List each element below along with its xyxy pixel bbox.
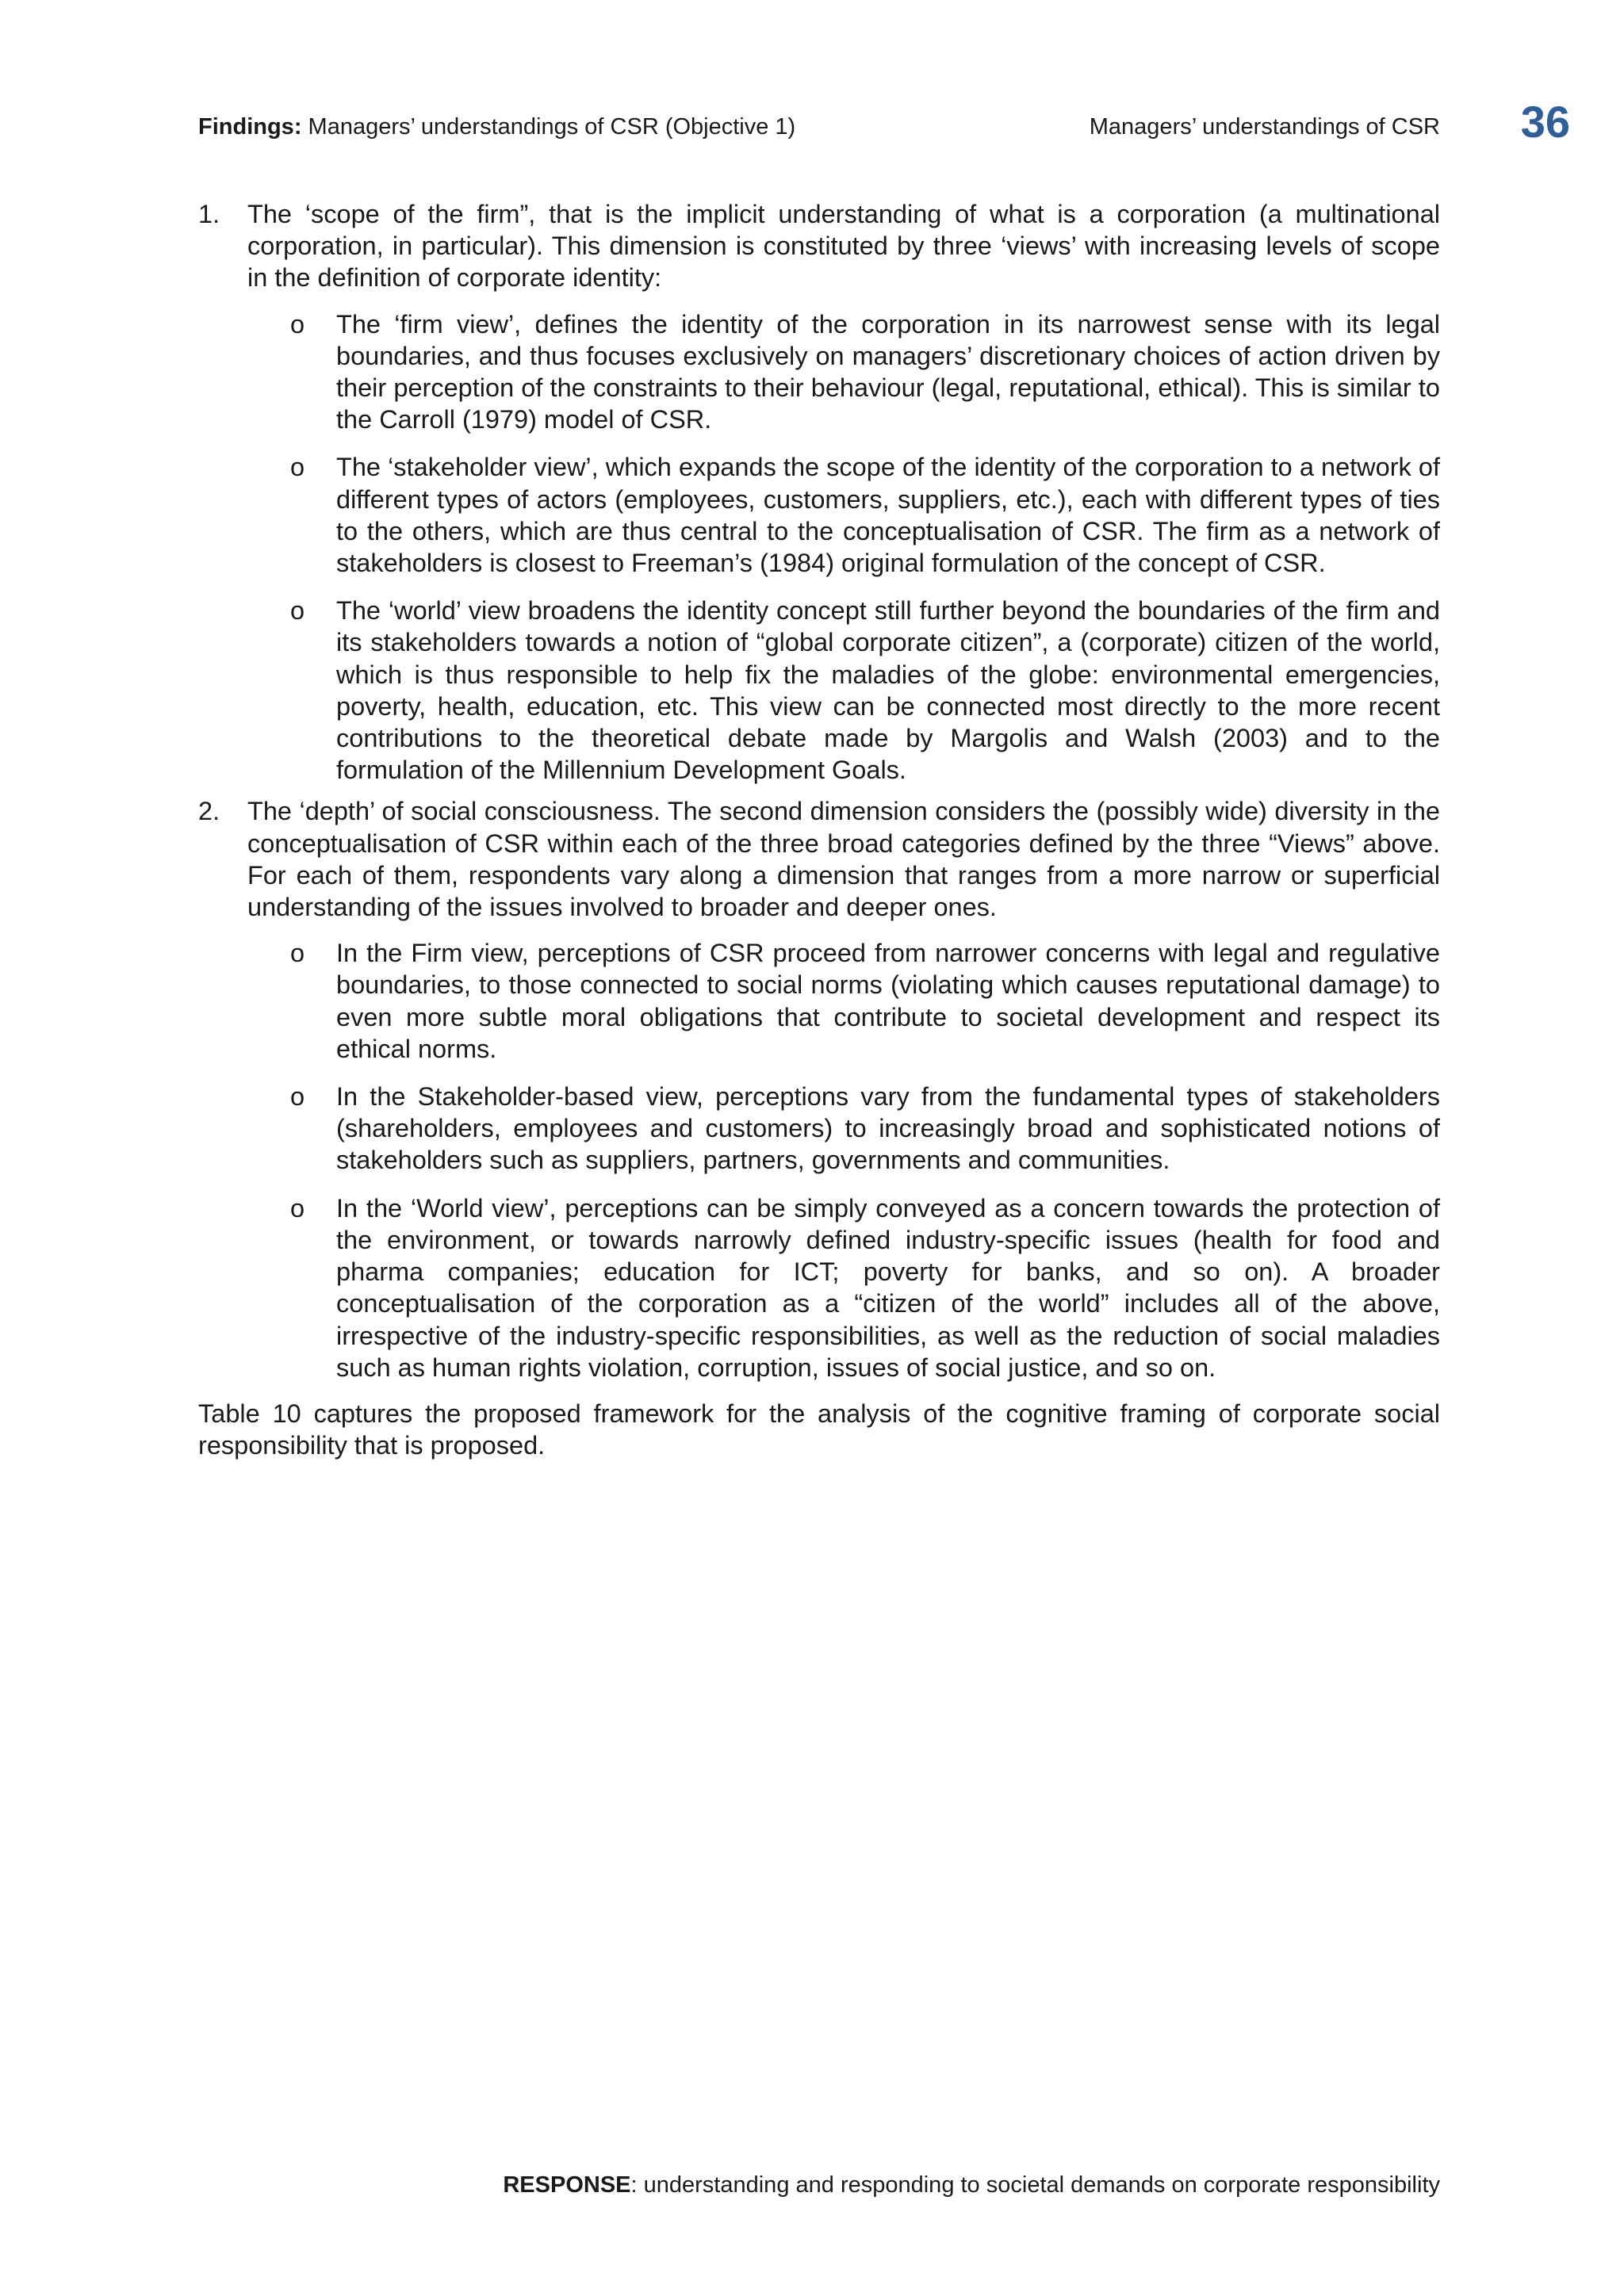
running-footer (198, 2171, 1440, 2199)
bullet-marker: o (290, 453, 305, 482)
sub-item-text: In the Stakeholder-based view, perceptions vary from the fundamental types of stakeholders (shareholders, employees and customers) to increasingly broad and sophisticated notions of stakeholders such as suppliers, partners, governments and communities. (336, 1082, 1440, 1175)
bullet-marker: o (290, 1082, 305, 1112)
sub-item-text: The ‘stakeholder view’, which expands the scope of the identity of the corporation to a network of different types of actors (employees, customers, suppliers, etc.), each with different types of ties to the others, which are thus central to the conceptualisation of CSR. The firm as a network of stakeholders is closest to Freeman’s (1984) original formulation of the concept of CSR. (336, 453, 1440, 578)
sub-item-firm-view (247, 308, 1440, 436)
numbered-item-scope (198, 198, 1440, 786)
closing-paragraph: Table 10 captures the proposed framework for the analysis of the cognitive framing of corporate social responsibility that is proposed. (198, 1399, 1440, 1460)
sub-item-stakeholder-view (247, 451, 1440, 579)
sub-item-text: In the Firm view, perceptions of CSR proceed from narrower concerns with legal and regulative boundaries, to those connected to social norms (violating which causes reputational damage) to even more subtle moral obligations that contribute to societal development and respect its ethical norms. (336, 939, 1440, 1063)
sub-item-stakeholder-depth (247, 1081, 1440, 1177)
item-number: 2. (198, 797, 220, 826)
sub-item-text: The ‘firm view’, defines the identity of the corporation in its narrowest sense with its legal boundaries, and thus focuses exclusively on managers’ discretionary choices of action driven by their perception of the constraints to their behaviour (legal, reputational, ethical). This is similar to the Carroll (1979) model of CSR. (336, 309, 1440, 434)
bullet-marker: o (290, 309, 305, 339)
sub-list-views (247, 308, 1440, 786)
footer-project-name: RESPONSE (503, 2172, 631, 2198)
sub-item-world-depth (247, 1192, 1440, 1383)
bullet-marker: o (290, 1193, 305, 1223)
header-section-title: Managers’ understandings of CSR (Objective 1) (301, 114, 796, 140)
item-text: The ‘scope of the firm”, that is the implicit understanding of what is a corporation (a multinational corporation, in particular). This dimension is constituted by three ‘views’ with increasing levels of scope in the definition of corporate identity: (247, 200, 1440, 293)
footer-project-description: : understanding and responding to societal demands on corporate responsibility (630, 2172, 1440, 2198)
item-text: The ‘depth’ of social consciousness. The second dimension considers the (possibly wide) diversity in the conceptualisation of CSR within each of the three broad categories defined by the three “Views” above. For each of them, respondents vary along a dimension that ranges from a more narrow or superficial understanding of the issues involved to broader and deeper ones. (247, 797, 1440, 922)
running-header-left (198, 113, 795, 141)
numbered-item-depth (198, 795, 1440, 1383)
bullet-marker: o (290, 939, 305, 968)
main-content (198, 198, 1440, 1487)
running-header-right: Managers’ understandings of CSR (1089, 114, 1440, 140)
sub-item-text: The ‘world’ view broadens the identity concept still further beyond the boundaries of the firm and its stakeholders towards a notion of “global corporate citizen”, a (corporate) citizen of the world, which is thus responsible to help fix the maladies of the globe: environmental emergencies, poverty, health, education, etc. This view can be connected most directly to the more recent contributions to the theoretical debate made by Margolis and Walsh (2003) and to the formulation of the Millennium Development Goals. (336, 596, 1440, 785)
bullet-marker: o (290, 596, 305, 626)
page-number: 36 (1520, 97, 1570, 147)
sub-list-depth (247, 937, 1440, 1383)
item-number: 1. (198, 200, 220, 228)
sub-item-firm-depth (247, 937, 1440, 1065)
sub-item-text: In the ‘World view’, perceptions can be simply conveyed as a concern towards the protection of the environment, or towards narrowly defined industry-specific issues (health for food and pharma companies; education for ICT; poverty for banks, and so on). A broader conceptualisation of the corporation as a “citizen of the world” includes all of the above, irrespective of the industry-specific responsibilities, as well as the reduction of social maladies such as human rights violation, corruption, issues of social justice, and so on. (336, 1193, 1440, 1382)
sub-item-world-view (247, 595, 1440, 786)
header-section-label: Findings: (198, 114, 302, 140)
